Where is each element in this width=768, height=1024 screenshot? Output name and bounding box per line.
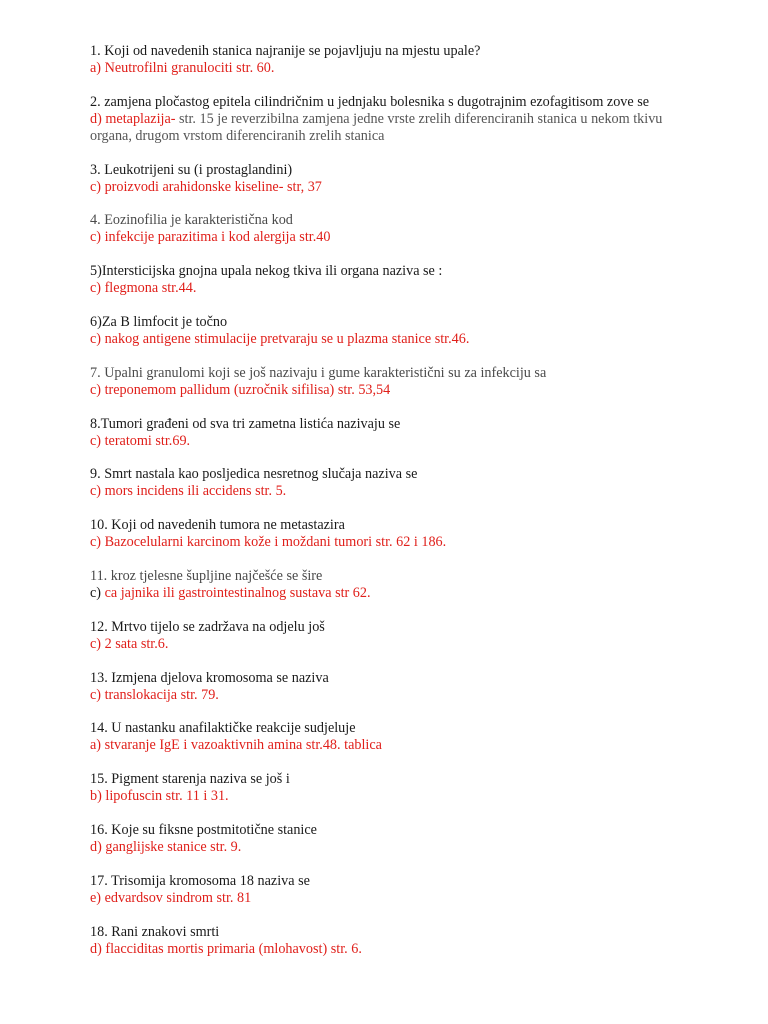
question-item: [90, 568, 690, 602]
answer-option: c): [90, 432, 105, 449]
answer-text: 2 sata str.6.: [104, 635, 169, 652]
question-item: [90, 365, 690, 399]
question-item: [90, 466, 690, 500]
question-text: 17. Trisomija kromosoma 18 naziva se: [90, 872, 310, 889]
question-text: 10. Koji od navedenih tumora ne metastazira: [90, 517, 345, 534]
answer-text: translokacija str. 79.: [104, 686, 219, 703]
answer-option: c): [90, 584, 105, 601]
answer-line: [90, 941, 690, 958]
answer-option: c): [90, 178, 105, 195]
answer-option: b): [90, 788, 106, 805]
answer-option: d): [90, 110, 106, 127]
answer-text: nakog antigene stimulacije pretvaraju se u plazma stanice str.46.: [104, 330, 470, 347]
answer-text: flegmona str.44.: [104, 280, 197, 297]
answer-line: [90, 433, 690, 450]
question-item: [90, 517, 690, 551]
question-text: 15. Pigment starenja naziva se još i: [90, 771, 290, 788]
question-text: 18. Rani znakovi smrti: [90, 923, 220, 940]
answer-option: d): [90, 940, 106, 957]
answer-option: c): [90, 635, 105, 652]
answer-text: infekcije parazitima i kod alergija str.40: [104, 229, 331, 246]
question-text: 3. Leukotrijeni su (i prostaglandini): [90, 161, 293, 178]
question-text: 5)Intersticijska gnojna upala nekog tkiva ili organa naziva se :: [90, 263, 443, 280]
answer-option: c): [90, 483, 105, 500]
question-text: 4. Eozinofilia je karakteristična kod: [90, 212, 293, 229]
question-item: [90, 94, 690, 145]
answer-option: c): [90, 330, 105, 347]
answer-line: [90, 636, 690, 653]
answer-line: [90, 839, 690, 856]
question-item: [90, 619, 690, 653]
answer-line: [90, 382, 690, 399]
answer-option: c): [90, 686, 105, 703]
answer-text: metaplazija-: [105, 110, 176, 127]
question-item: [90, 822, 690, 856]
question-item: [90, 720, 690, 754]
answer-note: str. 15 je reverzibilna zamjena jedne vrste zrelih diferenciranih stanica u nekom tkivu organa, drugom vrstom diferenciranih zrelih stanica: [90, 110, 663, 144]
question-text: 2. zamjena pločastog epitela cilindričnim u jednjaku bolesnika s dugotrajnim ezofagitisom zove se: [90, 93, 650, 110]
answer-option: c): [90, 280, 105, 297]
question-text: 13. Izmjena djelova kromosoma se naziva: [90, 669, 329, 686]
answer-text: flacciditas mortis primaria (mlohavost) str. 6.: [105, 940, 362, 957]
document-body: [90, 43, 690, 974]
answer-line: [90, 179, 690, 196]
answer-line: [90, 534, 690, 551]
question-item: [90, 670, 690, 704]
question-item: [90, 873, 690, 907]
question-text: 12. Mrtvo tijelo se zadržava na odjelu još: [90, 618, 325, 635]
answer-text: Bazocelularni karcinom kože i moždani tumori str. 62 i 186.: [104, 534, 447, 551]
answer-text: edvardsov sindrom str. 81: [104, 889, 252, 906]
question-text: 16. Koje su fiksne postmitotične stanice: [90, 821, 317, 838]
answer-option: d): [90, 838, 106, 855]
answer-option: c): [90, 534, 105, 551]
answer-text: lipofuscin str. 11 i 31.: [105, 788, 229, 805]
answer-line: [90, 60, 690, 77]
question-text: 11. kroz tjelesne šupljine najčešće se šire: [90, 567, 323, 584]
answer-line: [90, 229, 690, 246]
answer-text: Neutrofilni granulociti str. 60.: [104, 60, 275, 76]
question-item: [90, 416, 690, 450]
question-text: 9. Smrt nastala kao posljedica nesretnog slučaja naziva se: [90, 466, 418, 483]
answer-option: c): [90, 381, 105, 398]
question-item: [90, 212, 690, 246]
answer-line: [90, 737, 690, 754]
answer-text: treponemom pallidum (uzročnik sifilisa) str. 53,54: [104, 381, 391, 398]
answer-line: [90, 585, 690, 602]
question-text: 1. Koji od navedenih stanica najranije se pojavljuju na mjestu upale?: [90, 43, 481, 59]
answer-text: stvaranje IgE i vazoaktivnih amina str.48. tablica: [104, 737, 382, 754]
question-item: [90, 771, 690, 805]
question-item: [90, 263, 690, 297]
question-item: [90, 43, 690, 77]
question-text: 8.Tumori građeni od sva tri zametna listića nazivaju se: [90, 415, 401, 432]
answer-text: ca jajnika ili gastrointestinalnog sustava str 62.: [104, 584, 371, 601]
answer-option: e): [90, 889, 105, 906]
answer-line: [90, 788, 690, 805]
question-text: 7. Upalni granulomi koji se još nazivaju i gume karakteristični su za infekciju sa: [90, 364, 547, 381]
answer-text: teratomi str.69.: [104, 432, 191, 449]
question-text: 6)Za B limfocit je točno: [90, 313, 228, 330]
answer-line: [90, 890, 690, 907]
answer-text: mors incidens ili accidens str. 5.: [104, 483, 287, 500]
question-item: [90, 162, 690, 196]
question-text: 14. U nastanku anafilaktičke reakcije sudjeluje: [90, 720, 356, 737]
question-item: [90, 314, 690, 348]
answer-line: [90, 280, 690, 297]
answer-option: c): [90, 229, 105, 246]
question-item: [90, 924, 690, 958]
answer-text: proizvodi arahidonske kiseline- str, 37: [104, 178, 322, 195]
answer-option: a): [90, 737, 105, 754]
answer-text: ganglijske stanice str. 9.: [105, 838, 242, 855]
answer-line: [90, 483, 690, 500]
answer-line: [90, 111, 690, 145]
answer-option: a): [90, 60, 105, 76]
answer-line: [90, 687, 690, 704]
answer-line: [90, 331, 690, 348]
